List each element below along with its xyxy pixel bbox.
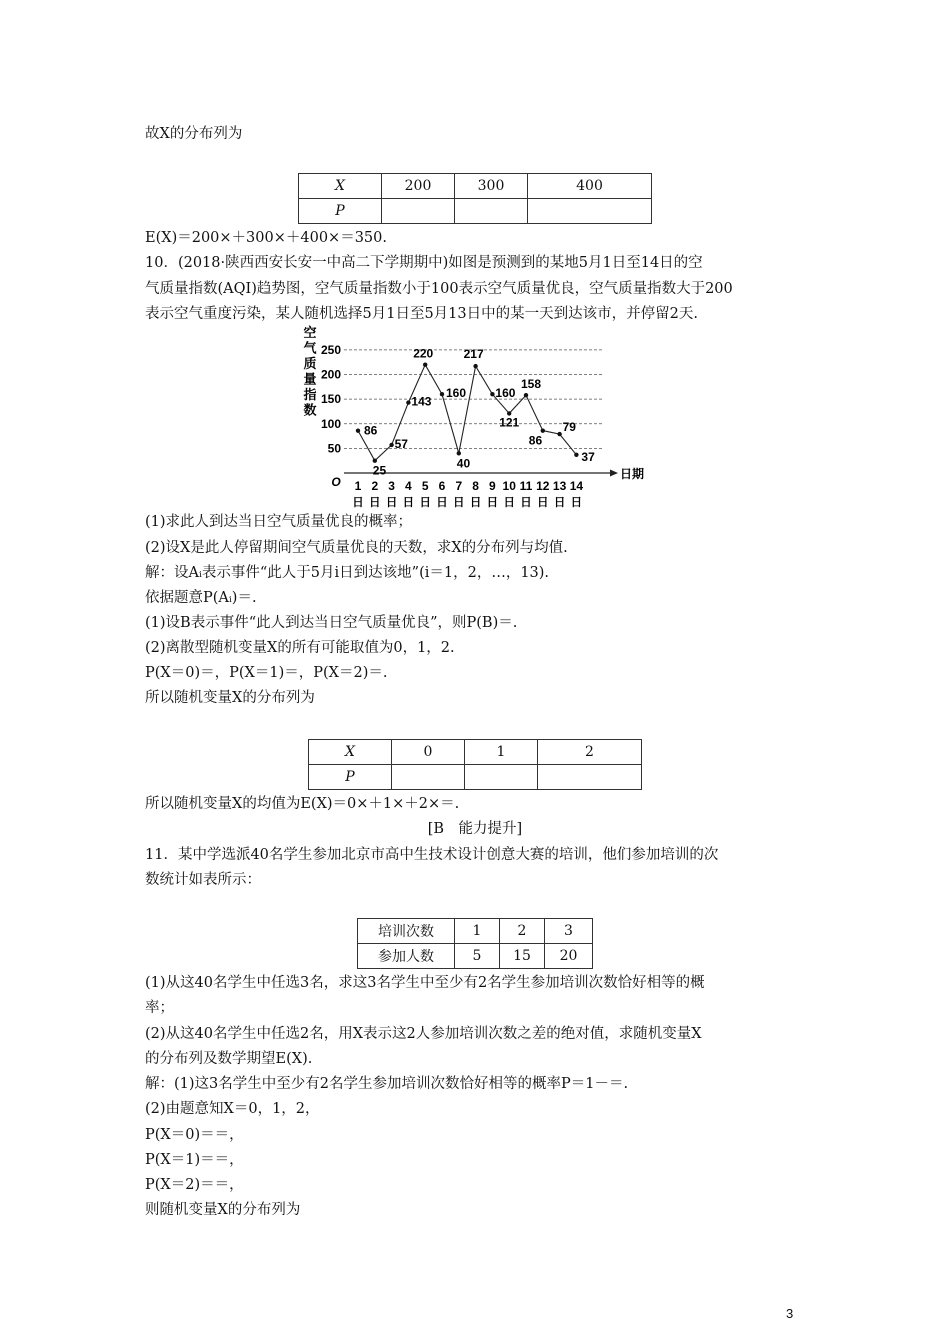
data-label: 79 (562, 420, 576, 435)
text-line: (2)离散型随机变量X的所有可能取值为0，1，2. (145, 640, 455, 656)
text-line: P(X＝0)＝，P(X＝1)＝，P(X＝2)＝. (145, 665, 388, 681)
x-tick-label: 3 (388, 479, 395, 493)
table-cell: 培训次数 (358, 919, 455, 944)
table-cell: 20 (545, 944, 593, 969)
text-line: 所以随机变量X的均值为E(X)＝0×＋1×＋2×＝. (145, 796, 460, 812)
text-line: 依据题意P(Aᵢ)＝. (145, 590, 257, 606)
x-tick-suffix: 日 (352, 497, 364, 509)
x-tick-suffix: 日 (503, 497, 515, 509)
x-tick-suffix: 日 (486, 497, 499, 509)
data-point (541, 428, 545, 432)
data-label: 25 (372, 463, 387, 478)
x-tick-suffix: 日 (436, 497, 448, 509)
text-line: (2)由题意知X＝0，1，2， (145, 1101, 320, 1117)
table-cell (538, 765, 642, 790)
data-point (406, 400, 410, 404)
y-axis-label-char: 气 (303, 340, 317, 356)
y-axis-label-char: 质 (303, 356, 317, 371)
distribution-table-1 (298, 173, 652, 224)
y-axis-label-char: 空 (303, 325, 317, 340)
data-point (524, 393, 528, 397)
table-cell: 200 (382, 174, 455, 199)
x-tick-suffix: 日 (369, 497, 381, 509)
x-tick-suffix: 日 (520, 497, 532, 509)
text-line: (2)从这40名学生中任选2名，用X表示这2人参加培训次数之差的绝对值，求随机变量X (145, 1026, 702, 1042)
text-line: E(X)＝200×＋300×＋400×＝350. (145, 230, 387, 246)
x-tick-suffix: 日 (385, 497, 398, 509)
section-heading: [B 能力提升] (427, 821, 523, 837)
data-point (473, 364, 477, 368)
data-label: 158 (521, 377, 542, 392)
table-cell: X (309, 740, 392, 765)
text-line: 故X的分布列为 (145, 126, 243, 142)
text-line: 10．(2018·陕西西安长安一中高二下学期期中)如图是预测到的某地5月1日至14日的空 (145, 255, 703, 271)
x-tick-suffix: 日 (453, 497, 465, 509)
x-tick-label: 12 (536, 479, 550, 493)
x-tick-suffix: 日 (419, 497, 431, 509)
data-point (557, 432, 561, 436)
data-point (490, 392, 494, 396)
data-point (440, 392, 444, 396)
x-tick-label: 8 (472, 479, 479, 493)
data-point (373, 458, 377, 462)
text-line: P(X＝2)＝＝， (145, 1177, 244, 1193)
data-label: 143 (411, 394, 432, 409)
y-tick-label: 250 (320, 342, 341, 357)
x-tick-suffix: 日 (402, 497, 415, 509)
data-point (356, 428, 360, 432)
x-tick-suffix: 日 (553, 497, 566, 509)
y-tick-label: 150 (320, 392, 341, 407)
table-cell: 5 (455, 944, 500, 969)
table-cell: 15 (500, 944, 545, 969)
x-tick-label: 2 (371, 479, 379, 493)
text-line: 11．某中学选派40名学生参加北京市高中生技术设计创意大赛的培训，他们参加培训的次 (145, 847, 719, 863)
table-cell: 2 (500, 919, 545, 944)
table-cell (528, 199, 652, 224)
origin-label: O (331, 475, 341, 489)
x-tick-suffix: 日 (537, 497, 549, 509)
y-axis-label-char: 数 (303, 402, 317, 418)
data-label: 160 (495, 386, 516, 401)
table-cell (455, 199, 528, 224)
text-line: 表示空气重度污染，某人随机选择5月1日至5月13日中的某一天到达该市，并停留2天. (145, 306, 698, 322)
text-line: 的分布列及数学期望E(X). (145, 1051, 313, 1067)
page-number: 3 (786, 1306, 794, 1321)
table-cell: X (299, 174, 382, 199)
data-point (389, 443, 393, 447)
table-cell: 1 (455, 919, 500, 944)
x-tick-label: 11 (519, 479, 533, 493)
data-label: 217 (463, 347, 484, 362)
data-label: 86 (528, 433, 543, 448)
text-line: 解：(1)这3名学生中至少有2名学生参加培训次数恰好相等的概率P＝1－＝. (145, 1076, 629, 1092)
x-tick-label: 5 (421, 479, 429, 493)
table-cell (382, 199, 455, 224)
distribution-table-2 (308, 739, 642, 790)
text-line: (1)从这40名学生中任选3名，求这3名学生中至少有2名学生参加培训次数恰好相等的概 (145, 975, 705, 991)
text-line: (1)设B表示事件“此人到达当日空气质量优良”，则P(B)＝. (145, 615, 518, 631)
data-label: 160 (446, 386, 467, 401)
data-label: 37 (581, 449, 595, 464)
data-label: 57 (394, 436, 408, 451)
data-label: 86 (364, 423, 378, 438)
text-line: 解：设Aᵢ表示事件“此人于5月i日到达该地”(i＝1，2，…，13). (145, 565, 550, 581)
y-tick-label: 200 (320, 367, 341, 382)
x-tick-label: 6 (438, 479, 446, 493)
y-tick-label: 50 (327, 441, 341, 456)
aqi-line-chart (300, 323, 660, 513)
data-point (574, 453, 578, 457)
data-label: 121 (499, 415, 520, 430)
text-line: (1)求此人到达当日空气质量优良的概率； (145, 514, 413, 530)
text-line: 则随机变量X的分布列为 (145, 1202, 301, 1218)
y-axis-label-char: 量 (303, 371, 317, 387)
table-cell (392, 765, 465, 790)
table-cell: 3 (545, 919, 593, 944)
x-tick-label: 1 (354, 479, 362, 493)
x-tick-label: 7 (455, 479, 463, 493)
text-line: 数统计如表所示： (145, 872, 261, 888)
x-tick-label: 9 (489, 479, 496, 493)
text-line: 率； (145, 1000, 174, 1016)
table-cell: 参加人数 (358, 944, 455, 969)
training-table (357, 918, 593, 969)
text-line: (2)设X是此人停留期间空气质量优良的天数，求X的分布列与均值. (145, 540, 568, 556)
x-axis-label: 日期 (620, 467, 645, 481)
table-cell: 0 (392, 740, 465, 765)
data-label: 220 (413, 346, 434, 361)
data-point (457, 451, 461, 455)
x-tick-label: 13 (552, 479, 567, 493)
x-tick-suffix: 日 (570, 497, 583, 509)
x-tick-suffix: 日 (469, 497, 482, 509)
x-tick-label: 10 (502, 479, 516, 493)
x-tick-label: 4 (405, 479, 412, 493)
table-cell: P (309, 765, 392, 790)
table-cell: 300 (455, 174, 528, 199)
table-cell: 400 (528, 174, 652, 199)
x-tick-label: 14 (569, 479, 584, 493)
text-line: 气质量指数(AQI)趋势图，空气质量指数小于100表示空气质量优良，空气质量指数大于200 (145, 281, 733, 297)
text-line: 所以随机变量X的分布列为 (145, 690, 315, 706)
text-line: P(X＝1)＝＝， (145, 1152, 244, 1168)
data-point (423, 362, 427, 366)
text-line: P(X＝0)＝＝， (145, 1127, 244, 1143)
y-axis-label-char: 指 (303, 387, 317, 402)
data-label: 40 (456, 456, 471, 471)
table-cell: 2 (538, 740, 642, 765)
table-cell: 1 (465, 740, 538, 765)
y-tick-label: 100 (320, 416, 341, 431)
table-cell: P (299, 199, 382, 224)
table-cell (465, 765, 538, 790)
